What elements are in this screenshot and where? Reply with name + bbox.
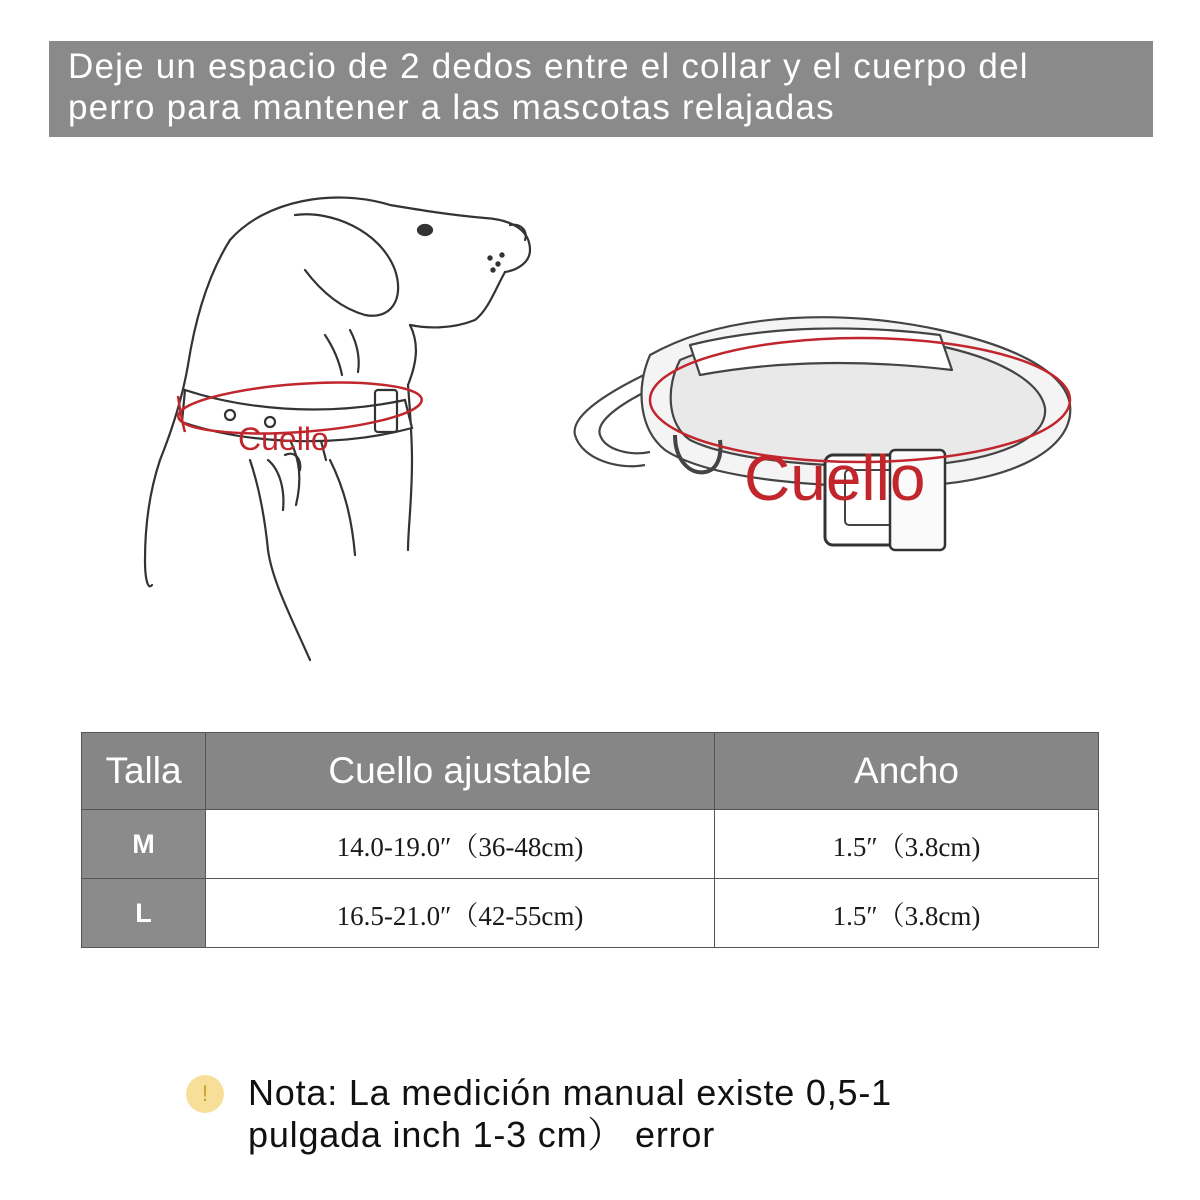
size-table-header-row bbox=[82, 733, 1099, 810]
header-line-1: Deje un espacio de 2 dedos entre el collar y el cuerpo del bbox=[68, 47, 1029, 86]
table-row bbox=[82, 810, 1099, 879]
width-m: 1.5″（3.8cm) bbox=[715, 810, 1099, 879]
dog-neck-label: Cuello bbox=[238, 421, 329, 457]
header-width: Ancho bbox=[715, 733, 1099, 810]
size-m: M bbox=[82, 810, 206, 879]
collar-illustration bbox=[90, 160, 1130, 680]
header-text bbox=[68, 46, 1158, 128]
note-line-1: Nota: La medición manual existe 0,5-1 bbox=[248, 1072, 892, 1113]
neck-m: 14.0-19.0″（36-48cm) bbox=[206, 810, 715, 879]
note-line-2: pulgada inch 1-3 cm） error bbox=[248, 1114, 716, 1155]
warning-icon: ! bbox=[186, 1075, 224, 1113]
size-table bbox=[81, 732, 1099, 948]
collar-label: Cuello bbox=[744, 442, 926, 514]
neck-l: 16.5-21.0″（42-55cm) bbox=[206, 879, 715, 948]
header-line-2: perro para mantener a las mascotas relajadas bbox=[68, 88, 835, 127]
table-row bbox=[82, 879, 1099, 948]
size-l: L bbox=[82, 879, 206, 948]
header-size: Talla bbox=[82, 733, 206, 810]
note-text bbox=[248, 1072, 1148, 1156]
header-neck: Cuello ajustable bbox=[206, 733, 715, 810]
width-l: 1.5″（3.8cm) bbox=[715, 879, 1099, 948]
